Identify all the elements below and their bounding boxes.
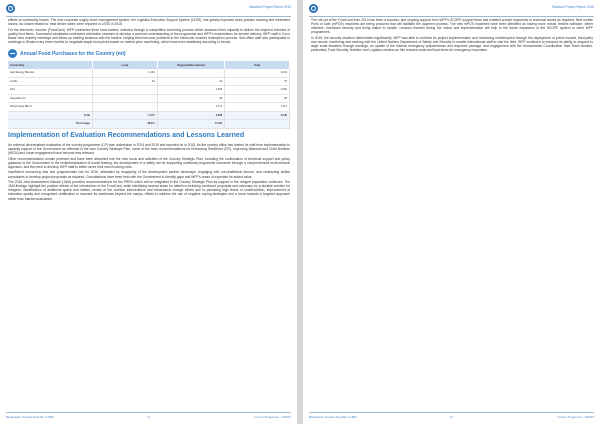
table-cell: Rice [8, 86, 92, 95]
table-header-row [8, 61, 290, 69]
wfp-logo-icon [6, 4, 15, 13]
table-cell: Percentage [8, 120, 92, 129]
food-purchases-table [8, 61, 290, 129]
paragraph: effects of commodity losses. The new corporate supply chain management system, the Logistics Execution Support System (LESS), has greatly improved stock position tracking and minimised losses. No losses related to 'best before dates' were reported in LESS in 2016. [8, 18, 290, 27]
paragraph: An external decentralised evaluation of the country programme (CP) was undertaken in 2014 and 2015 and reported on in 2015. As the country office has started its shift from implementation to capacity support to the Government as reflected in the new Country Strategic Plan, some of the main recommendations for Enhancing Resilience (ER), Improving Maternal and Child Nutrition (IMCN) and urban engagement have become less relevant. [8, 142, 290, 155]
table-cell: - [92, 94, 157, 103]
page-header [309, 4, 594, 17]
right-page [303, 0, 600, 424]
column-header: Local [92, 61, 157, 69]
table-title: Annual Food Purchases for the Country (mt) [20, 50, 126, 57]
table-row [8, 103, 290, 112]
table-cell: 42 [157, 77, 225, 86]
column-header: Regional/International [157, 61, 225, 69]
food-purchase-icon [8, 49, 17, 58]
table-cell: Total [8, 111, 92, 120]
table-cell: 71.8% [157, 120, 225, 129]
table-cell: 1,471 [157, 103, 225, 112]
table-cell: 75 [225, 77, 290, 86]
page-footer [6, 412, 291, 420]
percentage-row [8, 120, 290, 129]
footer-project: Country Programme - 200243 [557, 415, 594, 419]
table-cell: 3,268 [157, 111, 225, 120]
table-cell: 1,277 [92, 111, 157, 120]
paragraph: The roll-out of the FoodCard from 2014 has been a success, and ongoing support from WFP's SCOPE support team has enabled prompt responses to technical issues as required. New mobile Point of Sale (mPOS) machines are being procured that will facilitate the payment process. The new mPOS machines have been identified as having more robust, flexible software, better interface, increased security and being easier to handle. Lessons learned during the rollout and implementation will help in the future expansion of the SCOPE system to other WFP programmes. [311, 18, 593, 35]
header-title: Standard Project Report 2016 [248, 5, 291, 9]
column-header: Total [225, 61, 290, 69]
footer-country: Bangladesh, Peoples Republic of (BD) [309, 415, 357, 419]
table-cell: 1,666 [225, 86, 290, 95]
table-cell: 93 [225, 94, 290, 103]
paragraph: In 2016, the security situation deteriorated significantly. WFP was able to continue its project implementation and monitoring uninterrupted through the deployment of police escorts, third-party and remote monitoring and working with the United Nations Department of Safety and Security to enable international staff to visit the field. WFP continued to enhance its ability to respond to large scale disasters through trainings, an update of the internal emergency preparedness and response package, and engagement with the Humanitarian Coordination Task Team clusters, particularly Food Security, Nutrition and Logistics clusters as this reduces costs and lead times for emergency responses. [311, 35, 593, 53]
table-cell: High Energy Biscuits [8, 69, 92, 77]
table-row [8, 69, 290, 77]
page-header [6, 4, 291, 17]
table-cell: 93 [157, 94, 225, 103]
wfp-logo-icon [309, 4, 318, 13]
table-row [8, 94, 290, 103]
page-number: 11 [147, 415, 150, 419]
paragraph: Insufficient resourcing was one programmatic risk for 2016, alleviated by reapplying of the development partner landscape, engaging with non-traditional donors, and contracting skilled consultants to develop project proposals as required. Consultations have been held with the Government to identify gaps and WFP's areas of expertise for added value. [8, 170, 290, 179]
table-row [8, 86, 290, 95]
table-cell: Lentils [8, 77, 92, 86]
footer-country: Bangladesh, Peoples Republic of (BD) [6, 415, 54, 419]
table-cell [225, 120, 290, 129]
table-cell: - [92, 103, 157, 112]
table-row [8, 77, 290, 86]
page-footer [309, 412, 594, 420]
table-cell: 4,548 [225, 111, 290, 120]
footer-project: Country Programme - 200243 [254, 415, 291, 419]
right-page-body [311, 18, 593, 54]
page-number: 12 [449, 415, 454, 419]
total-row [8, 111, 290, 120]
table-cell: Wheat Soya Blend [8, 103, 92, 112]
column-header: Commodity [8, 61, 92, 69]
table-cell: 28.2% [92, 120, 157, 129]
table-cell: - [157, 69, 225, 77]
table-cell: 1,243 [225, 69, 290, 77]
table-cell: Vegetable Oil [8, 94, 92, 103]
left-page-body [8, 18, 290, 202]
paragraph: Other recommendations remain pertinent and have been absorbed into the new focus and activities of the Country Strategic Plan, including the continuation of technical support and policy guidance to the Government in the institutionalization of social feeding, the development of a safety net for supporting nutritional programme outcomes through a comprehensive multi-sectoral approach; and the need to develop WFP staff to better serve their new evolving roles. [8, 156, 290, 169]
table-heading [8, 49, 290, 58]
table-cell: 1,471 [225, 103, 290, 112]
table-cell: 1,243 [92, 69, 157, 77]
table-cell: 34 [92, 77, 157, 86]
left-page [0, 0, 297, 424]
header-title: Standard Project Report 2016 [551, 5, 594, 9]
paragraph: The 2016 Joint Assessment Mission (JAM) provided recommendations for the PRRO which will be integrated in the Country Strategic Plan as support to the refugee population continues. The JAM findings highlight the positive effects of the introduction of the FoodCard, while identifying several areas for attention including continued proposals and advocacy for a durable solution for refugees, identification of additional space and shelter, review of the nutrition interventions and behavioural change efforts due to persisting high levels of undernutrition, improvement of education quality and recognised certification to increase its usefulness beyond the camps, efforts to address the use of negative coping strategies and a move towards a targeted approach rather than blanket assistance. [8, 180, 290, 201]
table-cell: - [92, 86, 157, 95]
table-cell: 1,666 [157, 86, 225, 95]
section-heading: Implementation of Evaluation Recommendations and Lessons Learned [8, 131, 245, 139]
paragraph: For the electronic voucher (FoodCard), WFP contracted three local traders, selected through a competitive screening process which assessed their capacity to deliver the required volumes of quality food items. Successful candidates underwent orientation sessions to develop a common understanding of the programme and WFP's expectations for service delivery. WFP staff in Cox's Bazar held monthly meetings and follow-up training sessions with the traders, helping them become proficient in the electronic voucher redemption process. Sub-office staff also participated in meetings in Dhaka every three months to negotiate staple food prices based on market price monitoring, which have been stabilising according to trends. [8, 27, 290, 45]
